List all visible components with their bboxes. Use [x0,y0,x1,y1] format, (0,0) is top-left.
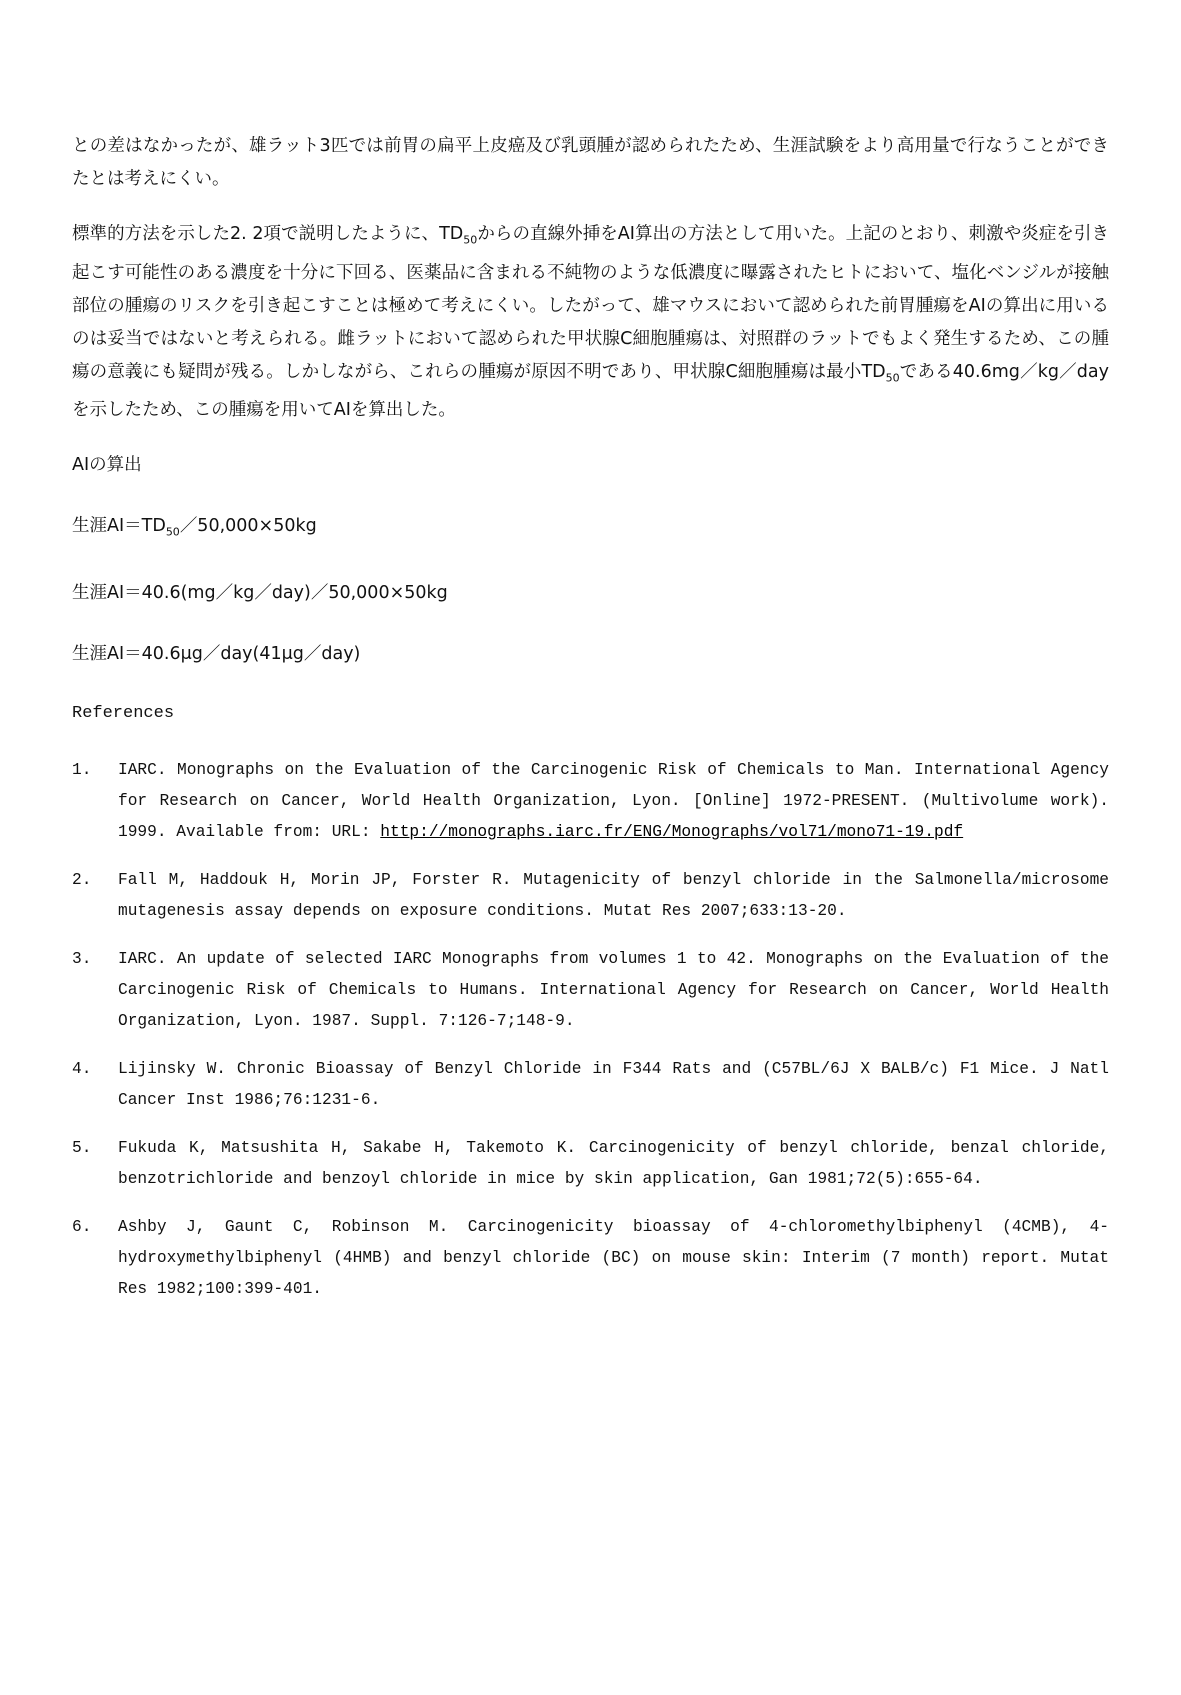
reference-text: Fukuda K, Matsushita H, Sakabe H, Takemoto K. Carcinogenicity of benzyl chloride, benzal chloride, benzotrichloride and benzoyl chloride in mice by skin application, Gan 1981;72(5):655-64. [118,1138,1109,1188]
reference-text: Ashby J, Gaunt C, Robinson M. Carcinogenicity bioassay of 4-chloromethylbiphenyl (4CMB), 4-hydroxymethylbiphenyl (4HMB) and benzyl chloride (BC) on mouse skin: Interim (7 month) report. Mutat Res 1982;100:399-401. [118,1217,1109,1298]
reference-number: 1. [72,760,92,779]
td50-subscript-2: 50 [885,371,900,384]
references-list [72,755,1109,1305]
formula-1-td50-subscript: 50 [165,525,180,539]
formula-lifetime-ai-generic [72,510,1109,549]
formula-lifetime-ai-result: 生涯AI＝40.6μg／day(41μg／day) [72,643,361,664]
ai-calculation-heading: AIの算出 [72,455,142,475]
reference-item-2 [72,865,1109,927]
reference-text: Fall M, Haddouk H, Morin JP, Forster R. Mutagenicity of benzyl chloride in the Salmonella/microsome mutagenesis assay depends on exposure conditions. Mutat Res 2007;633:13-20. [118,870,1109,920]
td50-subscript-1: 50 [463,233,478,247]
reference-item-3 [72,944,1109,1037]
reference-url-link[interactable]: http://monographs.iarc.fr/ENG/Monographs/vol71/mono71-19.pdf [380,822,964,841]
reference-number: 5. [72,1138,92,1157]
reference-item-1 [72,755,1109,848]
paragraph-text-segment-2: からの直線外挿をAI算出の方法として用いた。上記のとおり、刺激や炎症を引き起こす可能性のある濃度を十分に下回る、医薬品に含まれる不純物のような低濃度に曝露されたヒトにおいて、塩化ベンジルが接触部位の腫瘍のリスクを引き起こすことは極めて考えにくい。したがって、雄マウスにおいて認められた前胃腫瘍をAIの算出に用いるのは妥当ではないと考えられる。雌ラットにおいて認められた甲状腺C細胞腫瘍は、対照群のラットでもよく発生するため、この腫瘍の意義にも疑問が残る。しかしながら、これらの腫瘍が原因不明であり、甲状腺C細胞腫瘍は最小TD [72,224,1109,382]
reference-number: 2. [72,870,92,889]
paragraph-text-segment-3: である40.6mg／kg／dayを示したため、この腫瘍を用いてAIを算出した。 [72,361,1109,420]
reference-number: 6. [72,1217,92,1236]
reference-text [118,755,1109,848]
reference-text: Lijinsky W. Chronic Bioassay of Benzyl Chloride in F344 Rats and (C57BL/6J X BALB/c) F1 Mice. J Natl Cancer Inst 1986;76:1231-6. [118,1059,1109,1109]
formula-1-segment-1: 生涯AI＝TD [72,516,166,536]
references-heading: References [72,703,175,723]
reference-item-5 [72,1133,1109,1195]
reference-citation-text: IARC. Monographs on the Evaluation of the Carcinogenic Risk of Chemicals to Man. International Agency for Research on Cancer, World Health Organization, Lyon. [Online] 1972-PRESENT. (Multivolume work). 1999. Available from: URL: [118,760,1109,841]
reference-item-6 [72,1212,1109,1305]
paragraph-continuation: との差はなかったが、雄ラット3匹では前胃の扁平上皮癌及び乳頭腫が認められたため、生涯試験をより高用量で行なうことができたとは考えにくい。 [72,136,1109,189]
reference-number: 4. [72,1059,92,1078]
formula-1-segment-2: ／50,000×50kg [179,516,317,536]
formula-lifetime-ai-substituted: 生涯AI＝40.6(mg／kg／day)／50,000×50kg [72,582,448,603]
paragraph-ai-derivation-rationale [72,218,1109,427]
reference-number: 3. [72,949,92,968]
reference-text: IARC. An update of selected IARC Monographs from volumes 1 to 42. Monographs on the Evaluation of the Carcinogenic Risk of Chemicals to Humans. International Agency for Research on Cancer, World Health Organization, Lyon. 1987. Suppl. 7:126-7;148-9. [118,949,1109,1030]
reference-item-4 [72,1054,1109,1116]
paragraph-text-segment-1: 標準的方法を示した2. 2項で説明したように、TD [72,224,464,244]
